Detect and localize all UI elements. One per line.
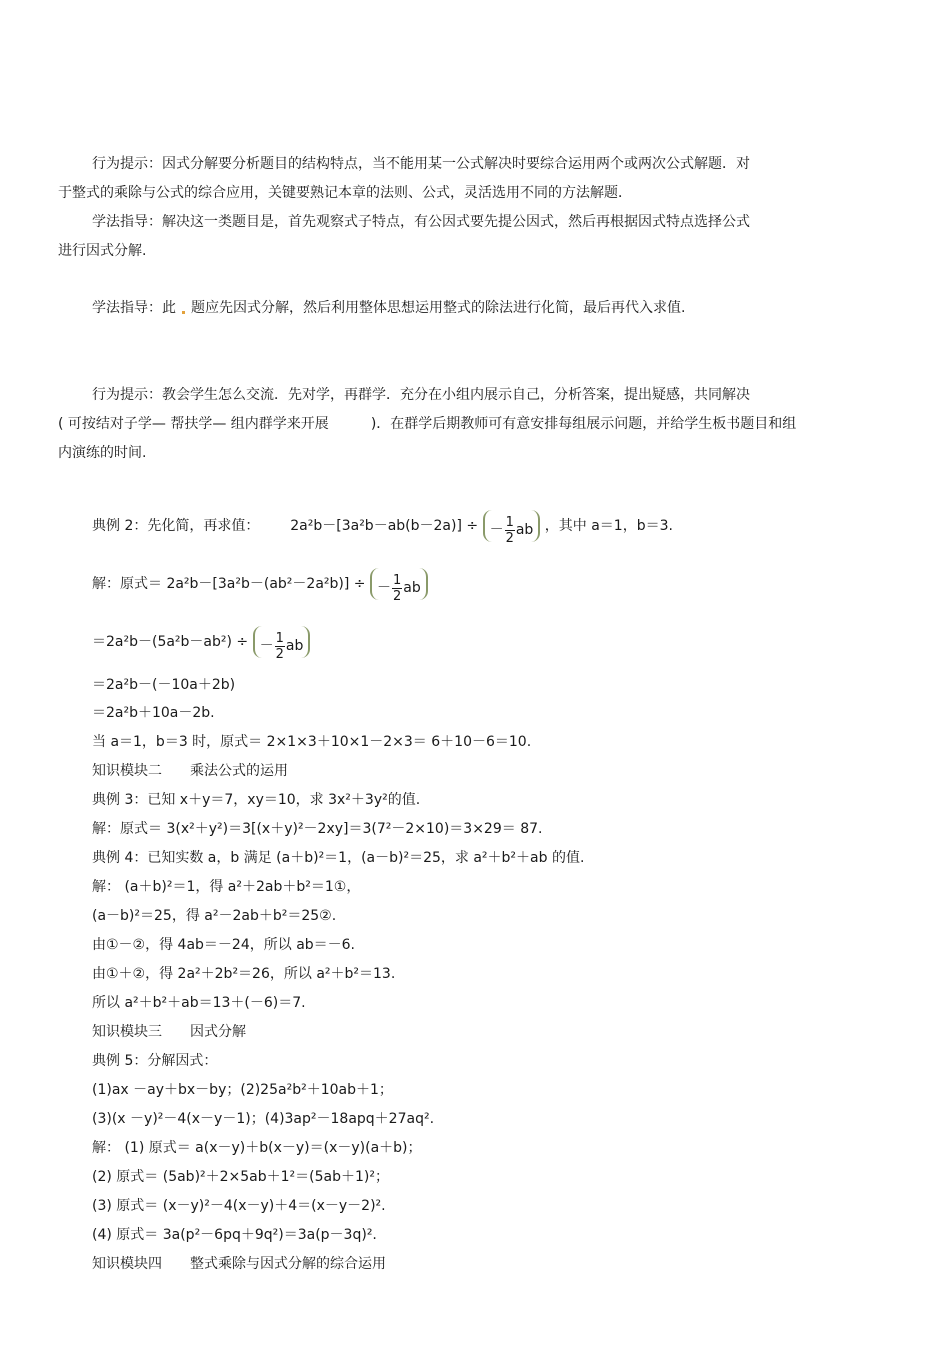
paragraph-line: 内演练的时间. (58, 445, 147, 461)
example-4-solution-2: (a－b)²＝25，得 a²－2ab＋b²＝25②. (92, 908, 337, 924)
solution-2-step-3: ＝2a²b－(－10a＋2b) (92, 677, 236, 693)
condition-text: ，其中 a＝1，b＝3. (544, 518, 673, 534)
math-expression: ＝2a²b－(5a²b－ab²) ÷ (92, 634, 249, 650)
example-5-solution-2: (2) 原式＝ (5ab)²＋2×5ab＋1²＝(5ab＋1)²； (92, 1169, 389, 1185)
paragraph-line: 进行因式分解. (58, 243, 147, 259)
math-expression: 解：原式＝ 2a²b－[3a²b－(ab²－2a²b)] ÷ (92, 576, 366, 592)
paragraph-text: )．在群学后期教师可有意安排每组展示问题，并给学生板书题目和组 (370, 416, 797, 432)
term-ab: ab (403, 580, 421, 596)
example-5-solution-4: (4) 原式＝ 3a(p²－6pq＋9q²)＝3a(p－3q)². (92, 1227, 377, 1243)
study-guide-paragraph-1 (58, 208, 838, 266)
fraction-half: $\frac{1}{2}$ (392, 572, 402, 604)
behavior-tip-paragraph-2 (58, 381, 838, 468)
minus-sign: － (259, 638, 274, 654)
example-4-solution-5: 所以 a²＋b²＋ab＝13＋(－6)＝7. (92, 995, 306, 1011)
example-4-solution-4: 由①＋②，得 2a²＋2b²＝26，所以 a²＋b²＝13. (92, 966, 396, 982)
paragraph-line: 学法指导：解决这一类题目是，首先观察式子特点，有公因式要先提公因式，然后再根据因式特点选择公式 (92, 214, 750, 230)
paragraph-line (58, 410, 838, 439)
example-5-solution-1: 解： (1) 原式＝ a(x－y)＋b(x－y)＝(x－y)(a＋b)； (92, 1140, 422, 1156)
study-guide-paragraph-2 (92, 298, 685, 318)
term-ab: ab (515, 522, 534, 538)
fraction-half: $\frac{1}{2}$ (275, 630, 284, 662)
math-expression: 2a²b－[3a²b－ab(b－2a)] ÷ (290, 518, 479, 534)
paragraph-text: 学法指导：此 (92, 300, 176, 316)
example-5-items-2: (3)(x －y)²－4(x－y－1)；(4)3ap²－18apq＋27aq². (92, 1111, 435, 1127)
module-4-heading: 知识模块四 整式乘除与因式分解的综合运用 (92, 1256, 386, 1272)
paragraph-line: 行为提示：因式分解要分析题目的结构特点，当不能用某一公式解决时要综合运用两个或两次公式解题．对 (92, 156, 750, 172)
orange-mark-icon (182, 311, 185, 314)
paragraph-line: 行为提示：教会学生怎么交流．先对学，再群学．充分在小组内展示自己，分析答案，提出疑感，共同解决 (92, 387, 750, 403)
example-5-items-1: (1)ax －ay＋bx－by；(2)25a²b²＋10ab＋1； (92, 1082, 393, 1098)
term-ab: ab (285, 638, 304, 654)
paragraph-text: 题应先因式分解，然后利用整体思想运用整式的除法进行化简，最后再代入求值. (191, 300, 686, 316)
fraction-parentheses (370, 568, 428, 604)
example-4-question: 典例 4：已知实数 a，b 满足 (a＋b)²＝1，(a－b)²＝25，求 a²＋b²＋ab 的值. (92, 850, 585, 866)
example-4-solution-3: 由①－②，得 4ab＝－24，所以 ab＝－6. (92, 937, 356, 953)
example-3-solution: 解：原式＝ 3(x²＋y²)＝3[(x＋y)²－2xy]＝3(7²－2×10)＝3×29＝ 87. (92, 821, 543, 837)
example-label: 典例 2：先化简，再求值： (92, 518, 260, 534)
fraction-parentheses (253, 626, 311, 662)
paragraph-line: 于整式的乘除与公式的综合应用，关键要熟记本章的法则、公式，灵活选用不同的方法解题． (58, 185, 632, 201)
module-2-heading: 知识模块二 乘法公式的运用 (92, 763, 288, 779)
solution-2-step-2 (92, 624, 310, 660)
behavior-tip-paragraph-1 (58, 150, 838, 208)
module-3-heading: 知识模块三 因式分解 (92, 1024, 246, 1040)
solution-2-step-5: 当 a＝1，b＝3 时，原式＝ 2×1×3＋10×1－2×3＝ 6＋10－6＝10. (92, 734, 532, 750)
example-3-question: 典例 3：已知 x＋y＝7，xy＝10，求 3x²＋3y²的值. (92, 792, 421, 808)
solution-2-step-4: ＝2a²b＋10a－2b. (92, 705, 215, 721)
solution-2-step-1 (92, 566, 428, 602)
minus-sign: － (376, 580, 391, 596)
example-5-solution-3: (3) 原式＝ (x－y)²－4(x－y)＋4＝(x－y－2)². (92, 1198, 386, 1214)
example-4-solution-1: 解： (a＋b)²＝1，得 a²＋2ab＋b²＝1①， (92, 879, 361, 895)
example-2 (92, 508, 673, 544)
minus-sign: － (489, 522, 504, 538)
fraction-half: $\frac{1}{2}$ (505, 514, 514, 546)
paragraph-text: ( 可按结对子学— 帮扶学— 组内群学来开展 (58, 416, 329, 432)
fraction-parentheses (483, 510, 541, 546)
example-5-question: 典例 5：分解因式： (92, 1053, 218, 1069)
